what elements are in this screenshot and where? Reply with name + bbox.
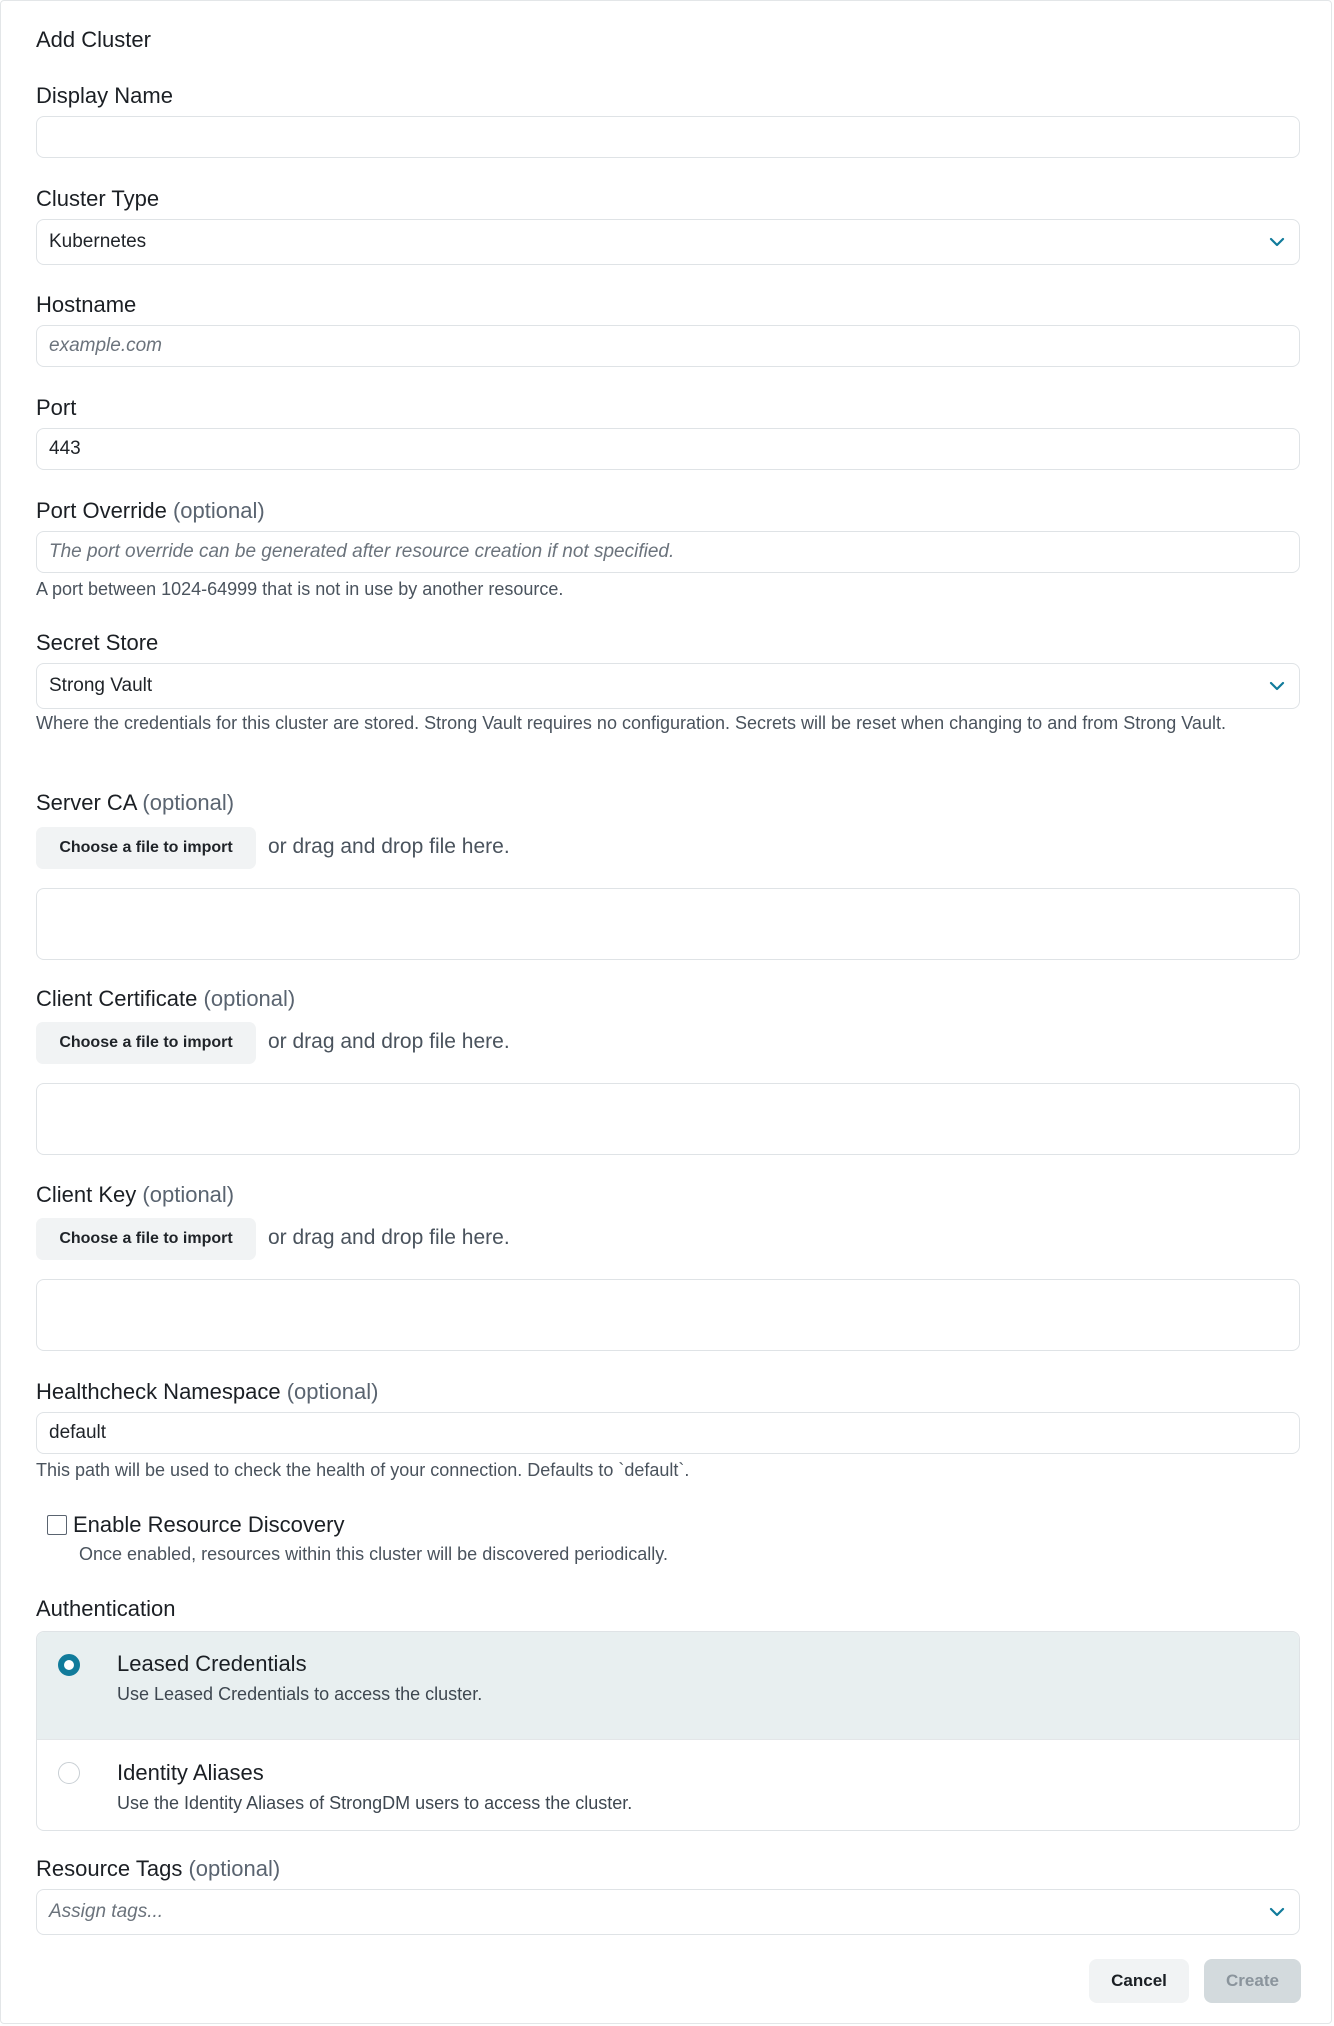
secret-store-value: Strong Vault <box>49 675 153 696</box>
client-key-drop-text: or drag and drop file here. <box>268 1226 510 1249</box>
port-input[interactable] <box>36 428 1300 470</box>
port-override-label: Port Override (optional) <box>36 498 265 523</box>
server-ca-textarea[interactable] <box>36 888 1300 960</box>
secret-store-label: Secret Store <box>36 630 159 655</box>
resource-tags-placeholder: Assign tags... <box>49 1901 164 1922</box>
resource-discovery-help: Once enabled, resources within this cluster will be discovered periodically. <box>79 1544 668 1564</box>
chevron-down-icon <box>1267 676 1287 696</box>
port-override-input[interactable] <box>36 531 1300 573</box>
healthcheck-namespace-label: Healthcheck Namespace (optional) <box>36 1379 379 1404</box>
display-name-label: Display Name <box>36 83 173 108</box>
client-certificate-textarea[interactable] <box>36 1083 1300 1155</box>
server-ca-file-button[interactable]: Choose a file to import <box>36 827 256 869</box>
chevron-down-icon <box>1267 1902 1287 1922</box>
create-button[interactable]: Create <box>1204 1959 1301 2003</box>
hostname-label: Hostname <box>36 292 137 317</box>
healthcheck-namespace-input[interactable] <box>36 1412 1300 1454</box>
chevron-down-icon <box>1267 232 1287 252</box>
client-key-label: Client Key (optional) <box>36 1182 235 1207</box>
cluster-type-select[interactable] <box>36 219 1300 265</box>
page-title: Add Cluster <box>36 27 151 52</box>
resource-tags-select[interactable] <box>36 1889 1300 1935</box>
resource-discovery-label[interactable]: Enable Resource Discovery <box>73 1512 345 1537</box>
secret-store-select[interactable] <box>36 663 1300 709</box>
healthcheck-namespace-help: This path will be used to check the health of your connection. Defaults to `default`. <box>36 1460 690 1480</box>
authentication-options <box>36 1631 1300 1831</box>
resource-discovery-checkbox[interactable] <box>47 1515 67 1535</box>
cluster-type-value: Kubernetes <box>49 231 147 252</box>
auth-option-title: Leased Credentials <box>117 1651 307 1676</box>
client-key-file-button[interactable]: Choose a file to import <box>36 1218 256 1260</box>
client-certificate-file-button[interactable]: Choose a file to import <box>36 1022 256 1064</box>
resource-tags-label: Resource Tags (optional) <box>36 1856 281 1881</box>
display-name-input[interactable] <box>36 116 1300 158</box>
client-key-textarea[interactable] <box>36 1279 1300 1351</box>
cancel-button[interactable]: Cancel <box>1089 1959 1189 2003</box>
auth-option-description: Use the Identity Aliases of StrongDM users to access the cluster. <box>117 1793 633 1813</box>
auth-option-identity-aliases[interactable] <box>37 1739 1299 1831</box>
radio-selected-icon[interactable] <box>58 1654 80 1676</box>
secret-store-help: Where the credentials for this cluster are stored. Strong Vault requires no configuration. Secrets will be reset when changing to and from Strong Vault. <box>36 713 1226 733</box>
auth-option-description: Use Leased Credentials to access the cluster. <box>117 1684 483 1704</box>
cluster-type-label: Cluster Type <box>36 186 160 211</box>
port-override-help: A port between 1024-64999 that is not in use by another resource. <box>36 579 564 599</box>
server-ca-drop-text: or drag and drop file here. <box>268 835 510 858</box>
client-certificate-label: Client Certificate (optional) <box>36 986 296 1011</box>
port-label: Port <box>36 395 77 420</box>
server-ca-label: Server CA (optional) <box>36 790 235 815</box>
radio-unselected-icon[interactable] <box>58 1762 80 1784</box>
client-certificate-drop-text: or drag and drop file here. <box>268 1030 510 1053</box>
auth-option-leased-credentials[interactable] <box>37 1632 1299 1739</box>
hostname-input[interactable] <box>36 325 1300 367</box>
authentication-label: Authentication <box>36 1596 176 1621</box>
auth-option-title: Identity Aliases <box>117 1760 264 1785</box>
